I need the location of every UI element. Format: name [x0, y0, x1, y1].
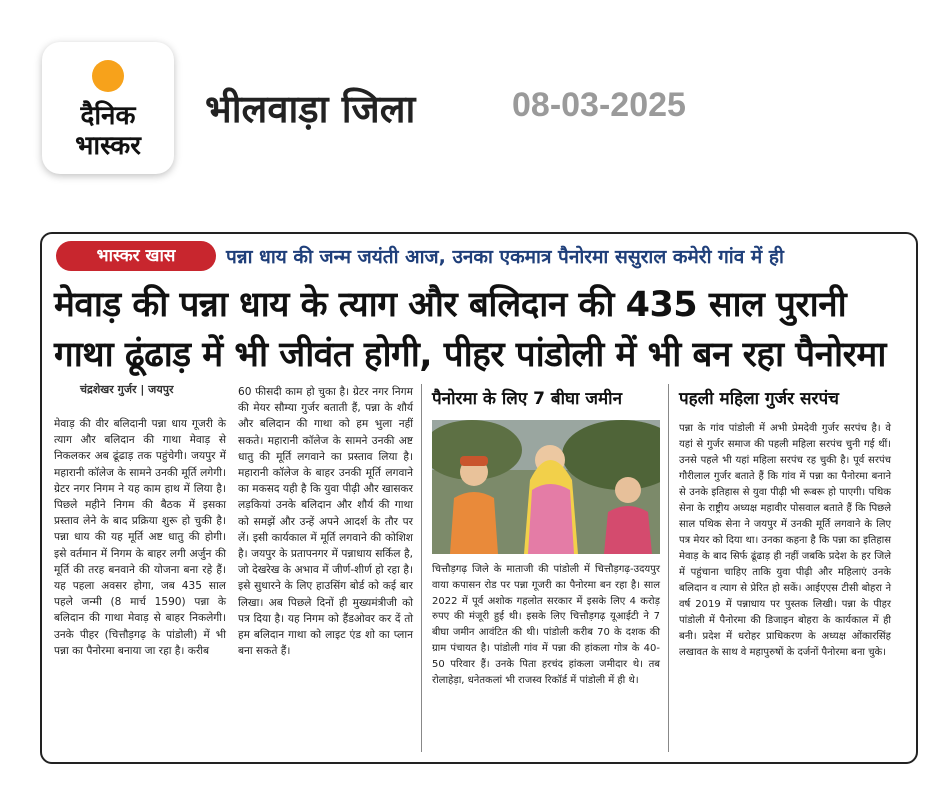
adjacent-clipping-edge [922, 240, 935, 760]
panna-dhai-statue-photo [432, 420, 660, 554]
headline-line2: गाथा ढूंढाड़ में भी जीवंत होगी, पीहर पांडोली में भी बन रहा पैनोरमा [54, 335, 886, 375]
logo-line1: दैनिक [80, 101, 136, 131]
edition-title: भीलवाड़ा जिला [205, 87, 416, 131]
byline: चंद्रशेखर गुर्जर | जयपुर [80, 383, 174, 396]
subhead-sarpanch: पहली महिला गुर्जर सरपंच [679, 389, 839, 409]
column-divider [668, 384, 669, 752]
section-tag: भास्कर खास [56, 241, 216, 271]
edition-date: 08-03-2025 [512, 86, 686, 124]
headline-line1: मेवाड़ की पन्ना धाय के त्याग और बलिदान की 435 साल पुरानी [54, 285, 847, 325]
article-column-1: मेवाड़ की वीर बलिदानी पन्ना धाय गूजरी के त्याग और बलिदान की गाथा मेवाड़ से निकलकर अब ढूंढाड़ तक पहुंचेगी। जयपुर में महारानी कॉलेज के सामने उनकी मूर्ति लगेगी। ग्रेटर नगर निगम ने यह काम हाथ में लिया है। पिछले महीने निगम की बैठक में इसका प्रस्ताव लेने के बाद प्रक्रिया शुरू हो चुकी है। पन्ना धाय की यह मूर्ति अष्ट धातु की होगी। इसे वर्तमान में निगम के बाहर लगी अर्जुन की मूर्ति की तरह बनवाने की योजना बना रहे हैं। यह पहला अवसर होगा, जब 435 साल पहले जन्मी (8 मार्च 1590) पन्ना के बलिदान की गाथा मेवाड़ से बाहर निकलेगी। उनके पीहर (चित्तौड़गढ़ के पांडोली) में भी पन्ना का पैनोरमा बनाया जा रहा है। करीब [54, 418, 226, 657]
article-column-3: चित्तौड़गढ़ जिले के माताजी की पांडोली में चित्तौड़गढ़-उदयपुर वाया कपासन रोड पर पन्ना गूजरी का पैनोरमा बन रहा है। साल 2022 में पूर्व अशोक गहलोत सरकार में इसके लिए 4 करोड़ रुपए की मंजूरी हुई थी। इसके लिए चित्तौड़गढ़ यूआईटी ने 7 बीघा जमीन आवंटित की थी। पांडोली करीब 70 के दशक की ग्राम पंचायत है। पांडोली गांव में पन्ना की हांकला गोत्र के 40-50 परिवार हैं। उनके पिता हरचंद हांकला जमीदार थे। तब रोलाहेड़ा, धनेतकलां भी राजस्व रिकॉर्ड में पांडोली में ही थे। [432, 564, 660, 686]
article-column-2: 60 फीसदी काम हो चुका है। ग्रेटर नगर निगम की मेयर सौम्या गुर्जर बताती हैं, पन्ना के शौर्य और बलिदान की गाथा को हम भुला नहीं सकते। महारानी कॉलेज के सामने उनकी अष्ट धातु की मूर्ति लगवाने का प्रस्ताव लिया है। महारानी कॉलेज के बाहर उनकी मूर्ति लगवाने का मकसद यही है कि युवा पीढ़ी और खासकर लड़कियां उनके बलिदान और शौर्य की गाथा को समझें और उन्हें अपने आदर्श के तौर पर लें। इसी कार्यकाल में मूर्ति लगवाने की कोशिश है। जयपुर के प्रतापनगर में पन्नाधाय सर्किल है, जो देखरेख के अभाव में जीर्ण-शीर्ण हो रहा है। इसे सुधारने के लिए हाउसिंग बोर्ड को कई बार लिखा। अब पिछले दिनों ही मुख्यमंत्रीजी को पत्र दिया है। यह निगम को हैंडओवर कर दें तो हम बलिदान गाथा को लाइट एंड शो का प्लान बना सकते हैं। [238, 386, 413, 658]
article-column-4: पन्ना के गांव पांडोली में अभी प्रेमदेवी गुर्जर सरपंच है। वे यहां से गुर्जर समाज की पहली महिला सरपंच चुनी गई थीं। उनसे पहले भी यहां महिला सरपंच रह चुकी है। पूर्व सरपंच गौरीलाल गुर्जर बताते हैं कि गांव में पन्ना का पैनोरमा बनाने से उनके इतिहास से युवा पीढ़ी भी रूबरू हो पाएगी। पथिक सेना के राष्ट्रीय अध्यक्ष महावीर पोसवाल बताते हैं कि पिछले साल पथिक सेना ने जयपुर में उनकी मूर्ति लगवाने के लिए पत्र मेयर को दिया था। उनका कहना है कि पन्ना का इतिहास मेवाड़ के बाद सिर्फ ढूंढाड़ ही नहीं जबकि प्रदेश के हर जिले में पहुंचाना चाहिए ताकि युवा पीढ़ी और महिलाएं उनके बलिदान व त्याग से प्रेरित हो सकें। आईएएस टीसी बोहरा ने वर्ष 2019 में पन्नाधाय पर पुस्तक लिखी। पन्ना के पीहर पांडोली में पैनोरमा की डिजाइन बोहरा के कार्यकाल में ही बनी। प्रदेश में धरोहर प्राधिकरण के अध्यक्ष ओंकारसिंह लखावत के साथ वे महापुरुषों के दर्जनों पैनोरमा बना चुके। [679, 423, 891, 658]
subhead-land: पैनोरमा के लिए 7 बीघा जमीन [432, 389, 623, 409]
dainik-bhaskar-logo [42, 42, 174, 174]
kicker: पन्ना धाय की जन्म जयंती आज, उनका एकमात्र पैनोरमा ससुराल कमेरी गांव में ही [226, 246, 784, 268]
logo-line2: भास्कर [75, 131, 141, 161]
column-divider [421, 384, 422, 752]
sun-icon [92, 60, 124, 92]
